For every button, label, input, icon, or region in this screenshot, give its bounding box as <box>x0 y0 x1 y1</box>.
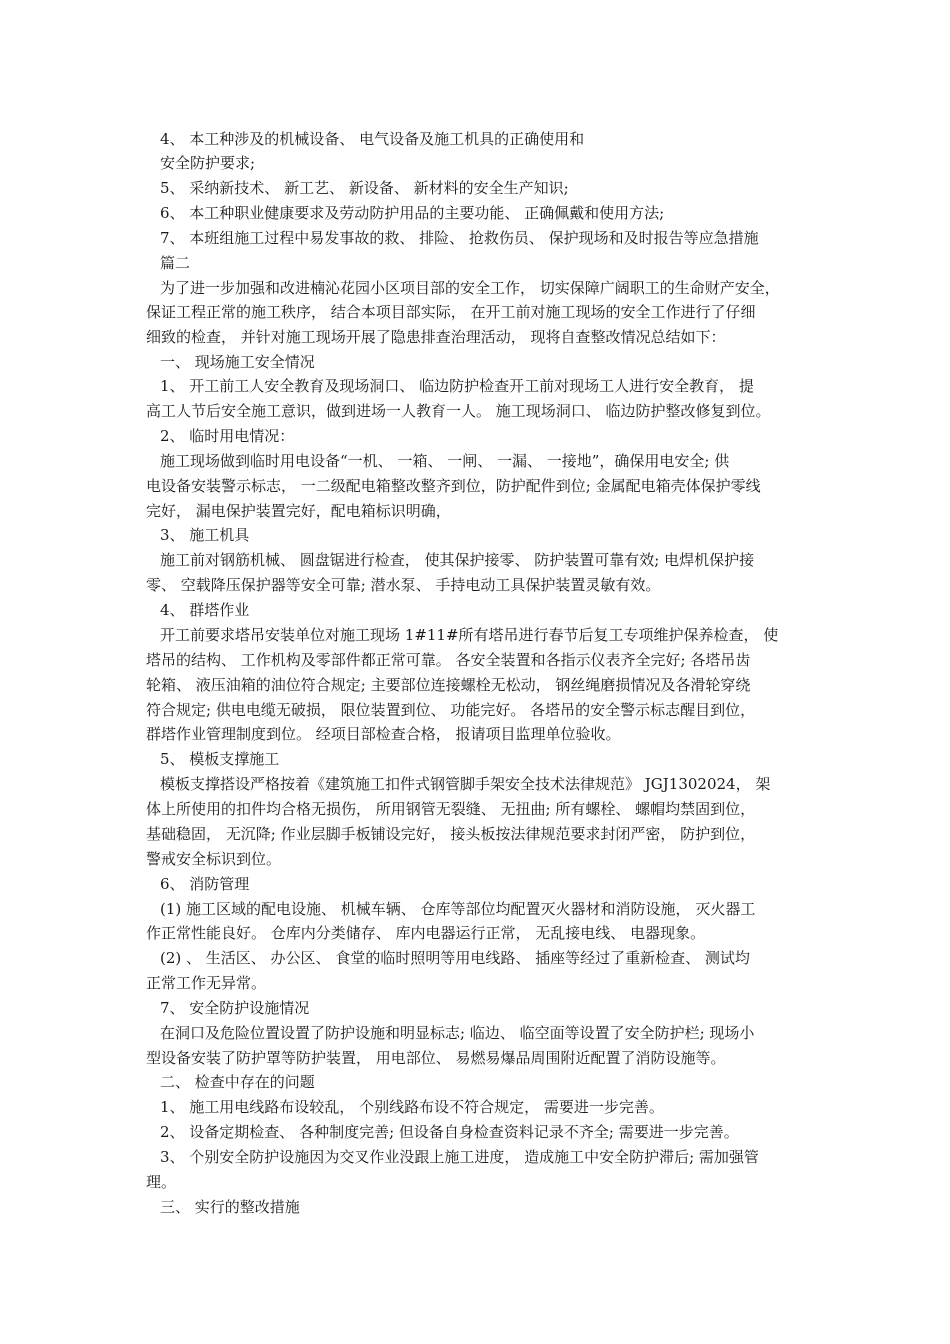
text-line: 模板支撑搭设严格按着《建筑施工扣件式钢管脚手架安全技术法律规范》 JGJ1302024， 架 <box>160 775 771 793</box>
subsection-heading: 4、 群塔作业 <box>160 601 250 619</box>
section-heading: 篇二 <box>160 254 191 272</box>
text-line: 开工前要求塔吊安装单位对施工现场 1#11#所有塔吊进行春节后复工专项维护保养检查， 使 <box>160 626 779 644</box>
text-line: 为了进一步加强和改进楠沁花园小区项目部的安全工作， 切实保障广阔职工的生命财产安全， <box>160 279 780 297</box>
section-heading: 一、 现场施工安全情况 <box>160 353 315 371</box>
text-line: (2) 、 生活区、 办公区、 食堂的临时照明等用电线路、 插座等经过了重新检查、 测试均 <box>160 949 750 967</box>
text-line: 6、 本工种职业健康要求及劳动防护用品的主要功能、 正确佩戴和使用方法; <box>160 204 665 222</box>
text-line: 完好， 漏电保护装置完好，配电箱标识明确， <box>146 502 451 520</box>
text-line: 体上所使用的扣件均合格无损伤， 所用钢管无裂缝、 无扭曲; 所有螺栓、 螺帽均禁固到位， <box>146 800 756 818</box>
text-line: 符合规定; 供电电缆无破损， 限位装置到位、 功能完好。 各塔吊的安全警示标志醒目到位， <box>146 701 756 719</box>
text-line: 施工前对钢筋机械、 圆盘锯进行检查， 使其保护接零、 防护装置可靠有效; 电焊机保护接 <box>160 551 755 569</box>
subsection-heading: 6、 消防管理 <box>160 875 250 893</box>
text-line: 作正常性能良好。 仓库内分类储存、 库内电器运行正常， 无乱接电线、 电器现象。 <box>146 924 706 942</box>
text-line: 2、 设备定期检查、 各种制度完善; 但设备自身检查资料记录不齐全; 需要进一步完善。 <box>160 1123 739 1141</box>
text-line: 1、 开工前工人安全教育及现场洞口、 临边防护检查开工前对现场工人进行安全教育， 提 <box>160 377 754 395</box>
text-line: 正常工作无异常。 <box>146 974 267 992</box>
text-line: 型设备安装了防护罩等防护装置， 用电部位、 易燃易爆品周围附近配置了消防设施等。 <box>146 1049 726 1067</box>
text-line: 零、 空载降压保护器等安全可靠; 潜水泵、 手持电动工具保护装置灵敏有效。 <box>146 576 661 594</box>
text-line: 电设备安装警示标志， 一二级配电箱整改整齐到位，防护配件到位; 金属配电箱壳体保护零线 <box>146 477 761 495</box>
text-line: 细致的检查， 并针对施工现场开展了隐患排查治理活动， 现将自查整改情况总结如下： <box>146 328 726 346</box>
section-heading: 三、 实行的整改措施 <box>160 1198 300 1216</box>
subsection-heading: 2、 临时用电情况： <box>160 427 295 445</box>
text-line: 1、 施工用电线路布设较乱， 个别线路布设不符合规定， 需要进一步完善。 <box>160 1098 664 1116</box>
text-line: 塔吊的结构、 工作机构及零部件都正常可靠。 各安全装置和各指示仪表齐全完好; 各塔吊齿 <box>146 651 751 669</box>
text-line: 3、 个别安全防护设施因为交叉作业没跟上施工进度， 造成施工中安全防护滞后; 需加强管 <box>160 1148 759 1166</box>
subsection-heading: 7、 安全防护设施情况 <box>160 999 310 1017</box>
text-line: 理。 <box>146 1173 177 1191</box>
text-line: 轮箱、 液压油箱的油位符合规定; 主要部位连接螺栓无松动， 钢丝绳磨损情况及各滑轮穿绕 <box>146 676 751 694</box>
text-line: 警戒安全标识到位。 <box>146 850 282 868</box>
subsection-heading: 3、 施工机具 <box>160 526 250 544</box>
text-line: 5、 采纳新技术、 新工艺、 新设备、 新材料的安全生产知识; <box>160 179 569 197</box>
text-line: 7、 本班组施工过程中易发事故的救、 排险、 抢救伤员、 保护现场和及时报告等应急措施 <box>160 229 759 247</box>
text-line: 基础稳固， 无沉降; 作业层脚手板铺设完好， 接头板按法律规范要求封闭严密， 防护到位， <box>146 825 756 843</box>
section-heading: 二、 检查中存在的问题 <box>160 1073 315 1091</box>
text-line: 保证工程正常的施工秩序， 结合本项目部实际， 在开工前对施工现场的安全工作进行了仔细 <box>146 303 756 321</box>
subsection-heading: 5、 模板支撑施工 <box>160 750 280 768</box>
text-line: 安全防护要求; <box>160 154 256 172</box>
text-line: 在洞口及危险位置设置了防护设施和明显标志; 临边、 临空面等设置了安全防护栏; 现场小 <box>160 1024 755 1042</box>
text-line: 4、 本工种涉及的机械设备、 电气设备及施工机具的正确使用和 <box>160 130 585 148</box>
text-line: 施工现场做到临时用电设备“一机、 一箱、 一闸、 一漏、 一接地”，确保用电安全; 供 <box>160 452 730 470</box>
text-line: 高工人节后安全施工意识，做到进场一人教育一人。 施工现场洞口、 临边防护整改修复到位。 <box>146 402 771 420</box>
text-line: 群塔作业管理制度到位。 经项目部检查合格， 报请项目监理单位验收。 <box>146 725 621 743</box>
text-line: (1) 施工区域的配电设施、 机械车辆、 仓库等部位均配置灭火器材和消防设施， 灭火器工 <box>160 900 756 918</box>
